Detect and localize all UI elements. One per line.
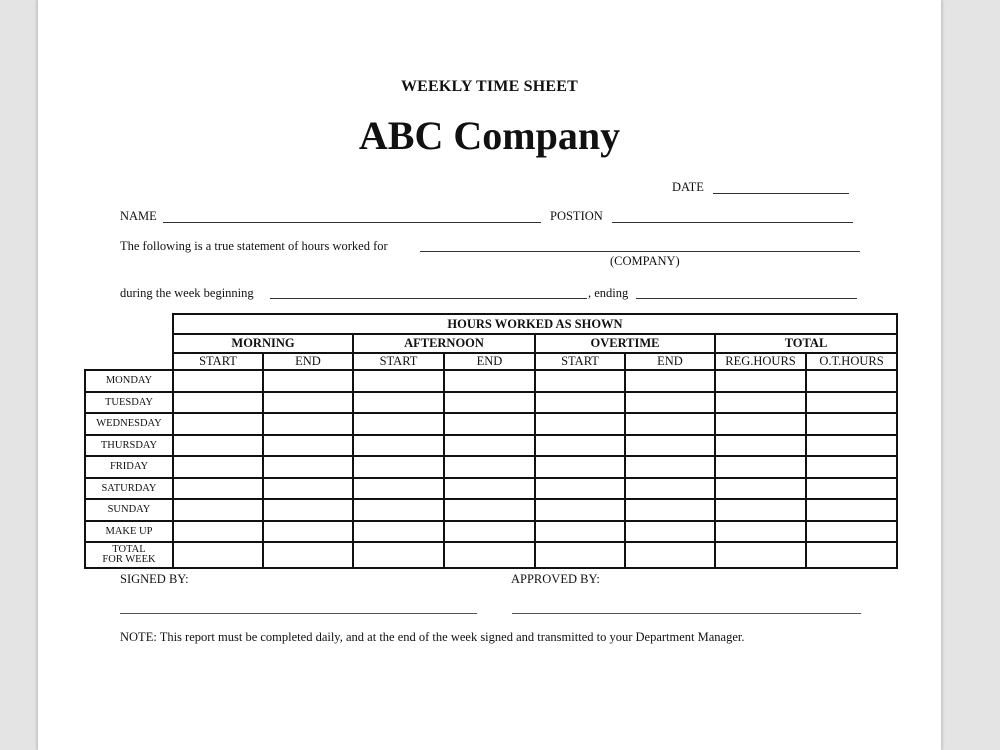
company-name-heading: ABC Company	[358, 113, 621, 158]
table-cell[interactable]	[173, 435, 263, 457]
table-cell[interactable]	[625, 521, 715, 543]
table-cell[interactable]	[806, 478, 897, 500]
col-morning-end: END	[263, 353, 353, 370]
table-cell[interactable]	[444, 499, 535, 521]
col-morning-start: START	[173, 353, 263, 370]
table-cell[interactable]	[173, 370, 263, 392]
row-label-make-up: MAKE UP	[85, 521, 173, 543]
approved-by-label: APPROVED BY:	[511, 572, 600, 586]
table-cell[interactable]	[625, 435, 715, 457]
group-afternoon: AFTERNOON	[353, 334, 535, 353]
row-label-total-for-week	[85, 542, 173, 568]
table-cell[interactable]	[353, 456, 444, 478]
table-row	[85, 413, 897, 435]
company-field[interactable]	[420, 251, 860, 252]
table-cell[interactable]	[625, 456, 715, 478]
company-caption: (COMPANY)	[610, 254, 680, 268]
table-cell[interactable]	[715, 435, 806, 457]
table-cell[interactable]	[173, 499, 263, 521]
table-cell[interactable]	[715, 456, 806, 478]
table-cell[interactable]	[535, 499, 625, 521]
document-subtitle: WEEKLY TIME SHEET	[400, 78, 579, 95]
table-cell[interactable]	[715, 478, 806, 500]
row-label-tuesday: TUESDAY	[85, 392, 173, 414]
table-cell[interactable]	[806, 392, 897, 414]
corner-blank	[85, 353, 173, 370]
table-cell[interactable]	[535, 478, 625, 500]
table-cell[interactable]	[535, 456, 625, 478]
table-cell[interactable]	[173, 392, 263, 414]
table-cell[interactable]	[444, 521, 535, 543]
table-cell[interactable]	[806, 521, 897, 543]
corner-blank	[85, 334, 173, 353]
signed-by-label: SIGNED BY:	[120, 572, 189, 586]
group-overtime: OVERTIME	[535, 334, 715, 353]
table-cell[interactable]	[353, 542, 444, 568]
week-beginning-field[interactable]	[270, 298, 587, 299]
row-label-monday: MONDAY	[85, 370, 173, 392]
table-cell[interactable]	[535, 413, 625, 435]
table-cell[interactable]	[535, 521, 625, 543]
table-cell[interactable]	[263, 392, 353, 414]
table-cell[interactable]	[625, 413, 715, 435]
table-cell[interactable]	[263, 499, 353, 521]
col-overtime-start: START	[535, 353, 625, 370]
col-reg-hours: REG.HOURS	[715, 353, 806, 370]
table-row	[85, 435, 897, 457]
table-cell[interactable]	[535, 542, 625, 568]
col-overtime-end: END	[625, 353, 715, 370]
hours-table	[84, 313, 898, 569]
table-row-total	[85, 542, 897, 568]
hours-worked-header: HOURS WORKED AS SHOWN	[173, 314, 897, 334]
group-morning: MORNING	[173, 334, 353, 353]
table-cell[interactable]	[715, 521, 806, 543]
table-cell[interactable]	[806, 370, 897, 392]
table-cell[interactable]	[535, 435, 625, 457]
table-cell[interactable]	[806, 413, 897, 435]
table-cell[interactable]	[263, 521, 353, 543]
col-afternoon-start: START	[353, 353, 444, 370]
table-cell[interactable]	[625, 370, 715, 392]
table-cell[interactable]	[625, 392, 715, 414]
week-beginning-label: during the week beginning	[120, 286, 254, 300]
group-total: TOTAL	[715, 334, 897, 353]
table-cell[interactable]	[353, 370, 444, 392]
note-text: NOTE: This report must be completed daily, and at the end of the week signed and transmitted to your Department Manager.	[120, 630, 745, 644]
table-cell[interactable]	[173, 456, 263, 478]
signed-by-line[interactable]	[120, 613, 477, 614]
table-cell[interactable]	[806, 542, 897, 568]
table-cell[interactable]	[535, 370, 625, 392]
row-label-wednesday: WEDNESDAY	[85, 413, 173, 435]
table-cell[interactable]	[353, 478, 444, 500]
table-cell[interactable]	[444, 478, 535, 500]
table-cell[interactable]	[625, 499, 715, 521]
week-ending-field[interactable]	[636, 298, 857, 299]
table-cell[interactable]	[715, 392, 806, 414]
table-cell[interactable]	[715, 499, 806, 521]
row-label-friday: FRIDAY	[85, 456, 173, 478]
approved-by-line[interactable]	[512, 613, 861, 614]
table-cell[interactable]	[444, 542, 535, 568]
name-label: NAME	[120, 209, 157, 223]
document-page	[38, 0, 941, 750]
position-label: POSTION	[550, 209, 603, 223]
corner-blank	[85, 314, 173, 334]
total-line-2: FOR WEEK	[102, 554, 156, 565]
table-cell[interactable]	[173, 413, 263, 435]
table-cell[interactable]	[263, 370, 353, 392]
table-row	[85, 478, 897, 500]
table-cell[interactable]	[444, 370, 535, 392]
table-cell[interactable]	[173, 542, 263, 568]
table-cell[interactable]	[173, 521, 263, 543]
table-row	[85, 521, 897, 543]
row-label-thursday: THURSDAY	[85, 435, 173, 457]
table-row	[85, 456, 897, 478]
table-cell[interactable]	[353, 499, 444, 521]
table-cell[interactable]	[263, 435, 353, 457]
table-cell[interactable]	[353, 521, 444, 543]
table-cell[interactable]	[353, 413, 444, 435]
statement-text: The following is a true statement of hours worked for	[120, 239, 388, 253]
table-cell[interactable]	[806, 456, 897, 478]
table-cell[interactable]	[715, 413, 806, 435]
table-cell[interactable]	[444, 435, 535, 457]
table-row	[85, 499, 897, 521]
table-cell[interactable]	[625, 478, 715, 500]
table-cell[interactable]	[173, 478, 263, 500]
table-cell[interactable]	[715, 542, 806, 568]
table-row	[85, 370, 897, 392]
row-label-sunday: SUNDAY	[85, 499, 173, 521]
table-cell[interactable]	[353, 435, 444, 457]
table-cell[interactable]	[263, 456, 353, 478]
table-cell[interactable]	[806, 499, 897, 521]
table-cell[interactable]	[444, 456, 535, 478]
date-field[interactable]	[713, 193, 849, 194]
table-cell[interactable]	[535, 392, 625, 414]
table-cell[interactable]	[263, 413, 353, 435]
table-cell[interactable]	[353, 392, 444, 414]
position-field[interactable]	[612, 222, 853, 223]
col-ot-hours: O.T.HOURS	[806, 353, 897, 370]
table-cell[interactable]	[715, 370, 806, 392]
row-label-saturday: SATURDAY	[85, 478, 173, 500]
table-cell[interactable]	[444, 413, 535, 435]
table-row	[85, 392, 897, 414]
table-cell[interactable]	[625, 542, 715, 568]
col-afternoon-end: END	[444, 353, 535, 370]
total-line-1: TOTAL	[112, 544, 146, 555]
table-cell[interactable]	[444, 392, 535, 414]
ending-label: , ending	[588, 286, 629, 300]
name-field[interactable]	[163, 222, 541, 223]
table-cell[interactable]	[263, 542, 353, 568]
date-label: DATE	[672, 180, 704, 194]
table-cell[interactable]	[263, 478, 353, 500]
table-cell[interactable]	[806, 435, 897, 457]
